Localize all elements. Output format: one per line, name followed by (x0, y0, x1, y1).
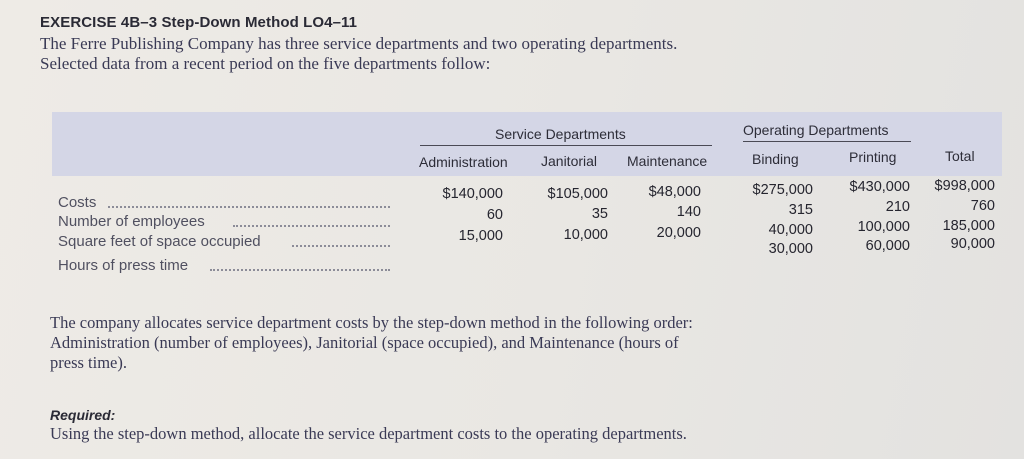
paragraph-line: The company allocates service department costs by the step-down method in the following order: (50, 313, 693, 332)
column-header-binding: Binding (752, 151, 799, 167)
table-cell: $998,000 (934, 178, 995, 194)
paragraph-line: press time). (50, 353, 127, 372)
row-label-employees: Number of employees (58, 213, 205, 230)
table-cell: 20,000 (656, 225, 701, 241)
required-label: Required: (50, 407, 116, 423)
table-cell: 90,000 (950, 236, 995, 252)
service-departments-header: Service Departments (495, 126, 626, 142)
column-header-printing: Printing (849, 149, 897, 165)
column-header-janitorial: Janitorial (541, 153, 598, 169)
row-label-costs: Costs (58, 194, 97, 211)
table-cell: $48,000 (648, 184, 701, 200)
allocation-order-paragraph (50, 313, 770, 373)
table-cell: 15,000 (458, 228, 503, 244)
operating-header-rule (743, 141, 911, 142)
service-header-rule (420, 145, 712, 146)
row-label-press-hours: Hours of press time (58, 257, 189, 274)
table-cell: 760 (970, 198, 995, 214)
table-cell: 140 (676, 204, 701, 220)
paragraph-line: Administration (number of employees), Janitorial (space occupied), and Maintenance (hours of (50, 333, 679, 352)
table-cell: $105,000 (547, 186, 608, 202)
table-cell: 185,000 (942, 218, 995, 234)
column-header-total: Total (945, 148, 975, 164)
column-header-administration: Administration (419, 154, 508, 170)
table-cell: $430,000 (849, 179, 910, 195)
table-cell: 40,000 (768, 222, 813, 238)
table-cell: 100,000 (857, 219, 910, 235)
intro-paragraph (40, 34, 800, 74)
table-cell: $275,000 (752, 182, 813, 198)
table-cell: $140,000 (442, 186, 503, 202)
table-cell: 35 (591, 206, 608, 222)
table-cell: 60,000 (865, 238, 910, 254)
dot-leader (108, 206, 390, 208)
intro-line: The Ferre Publishing Company has three service departments and two operating departments. (40, 34, 678, 53)
exercise-title: EXERCISE 4B–3 Step-Down Method LO4–11 (40, 14, 358, 31)
column-header-maintenance: Maintenance (627, 153, 708, 169)
intro-line: Selected data from a recent period on the five departments follow: (40, 54, 491, 73)
table-cell: 60 (486, 207, 503, 223)
dot-leader (233, 225, 390, 227)
row-label-square-feet: Square feet of space occupied (58, 233, 261, 250)
dot-leader (210, 269, 390, 271)
operating-departments-header: Operating Departments (743, 122, 889, 138)
table-cell: 315 (788, 202, 813, 218)
dot-leader (292, 245, 390, 247)
table-cell: 10,000 (563, 227, 608, 243)
table-cell: 30,000 (768, 241, 813, 257)
table-cell: 210 (885, 199, 910, 215)
required-instruction: Using the step-down method, allocate the service department costs to the operating departments. (50, 424, 687, 443)
